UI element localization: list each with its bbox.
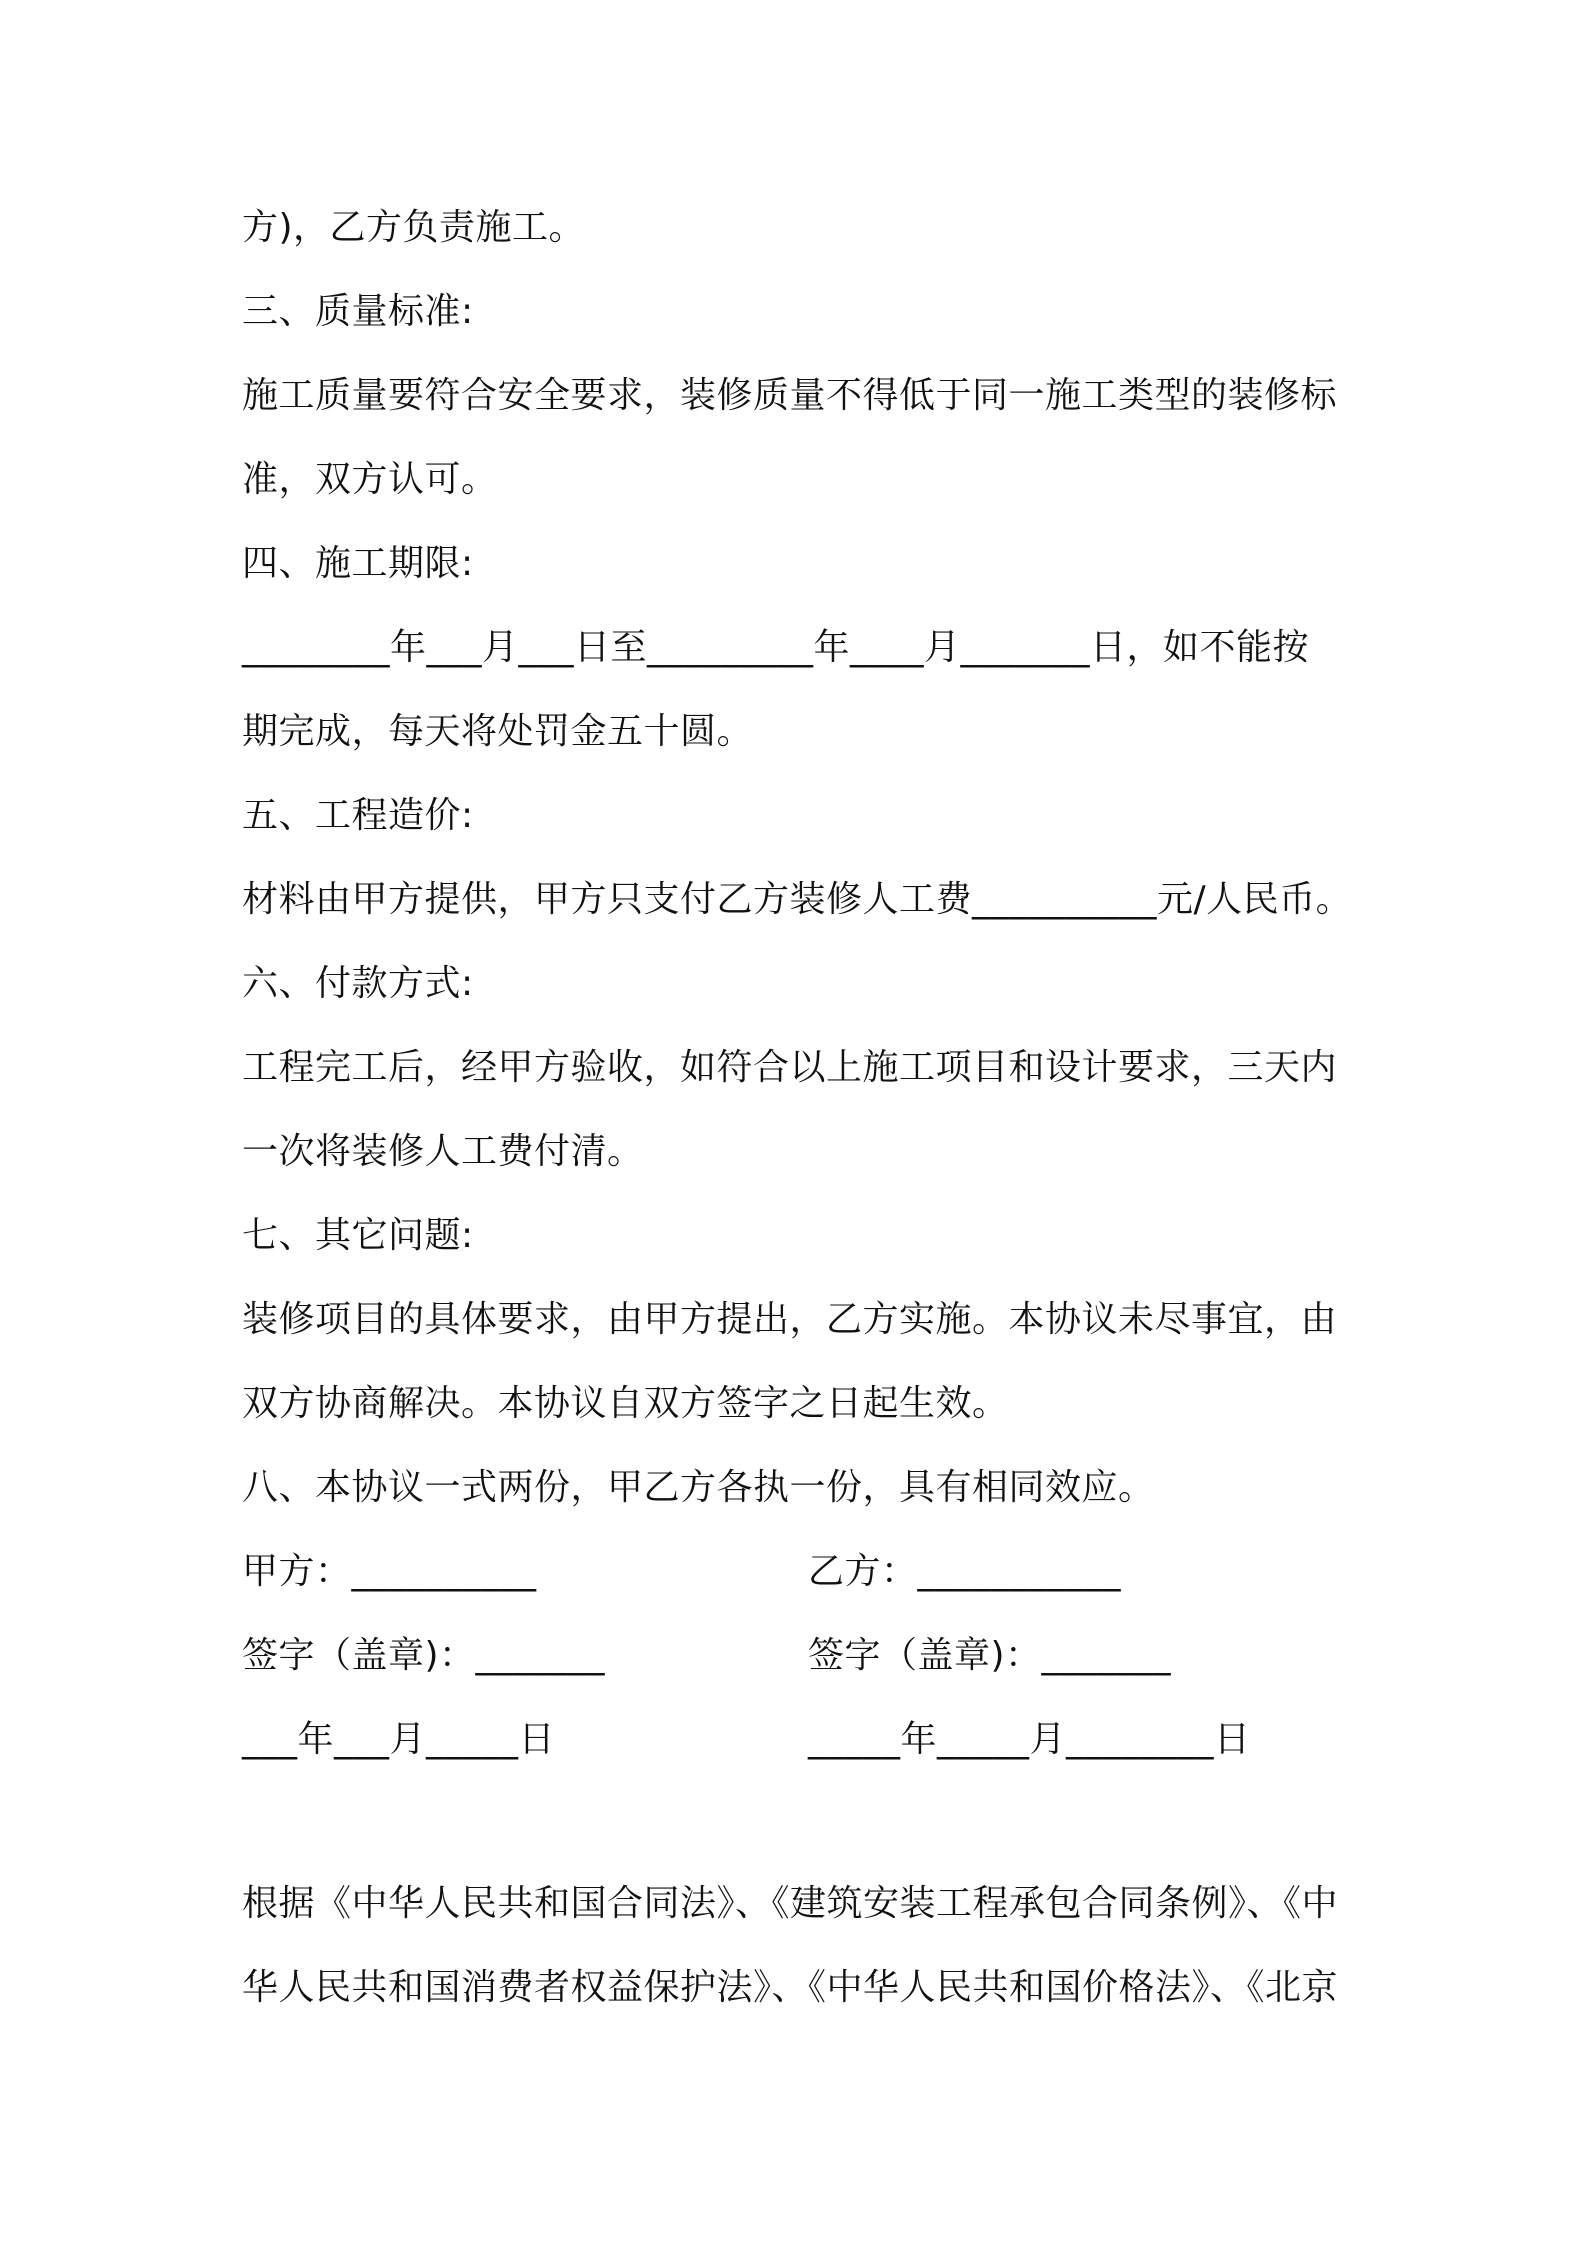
text-line-1: 方)，乙方负责施工。 [242, 207, 586, 248]
text-line-15: 双方协商解决。本协议自双方签字之日起生效。 [242, 1383, 1009, 1424]
section-heading-period: 四、施工期限: [242, 543, 474, 584]
text-line-3: 施工质量要符合安全要求，装修质量不得低于同一施工类型的装修标 [242, 375, 1338, 416]
footer-text-line-2: 华人民共和国消费者权益保护法》、《中华人民共和国价格法》、《北京 [242, 1967, 1339, 2008]
party-b-label: 乙方：___________ [808, 1551, 1122, 1592]
text-line-4: 准，双方认可。 [242, 459, 498, 500]
text-line-12: 一次将装修人工费付清。 [242, 1131, 644, 1172]
party-a-label: 甲方：__________ [242, 1551, 537, 1592]
text-line-11: 工程完工后，经甲方验收，如符合以上施工项目和设计要求，三天内 [242, 1047, 1338, 1088]
section-heading-quality: 三、质量标准: [242, 291, 474, 332]
party-a-date: ___年___月_____日 [242, 1719, 556, 1760]
section-heading-cost: 五、工程造价: [242, 795, 474, 836]
footer-text-line-1: 根据《中华人民共和国合同法》、《建筑安装工程承包合同条例》、《中 [242, 1883, 1339, 1924]
text-line-16: 八、本协议一式两份，甲乙方各执一份，具有相同效应。 [242, 1467, 1155, 1508]
party-a-signature: 签字（盖章)：_______ [242, 1635, 606, 1676]
party-b-signature: 签字（盖章)：_______ [808, 1635, 1172, 1676]
text-line-date-range: ________年___月___日至_________年____月_______日，如不能按 [242, 627, 1310, 668]
text-line-7: 期完成，每天将处罚金五十圆。 [242, 711, 754, 752]
text-line-14: 装修项目的具体要求，由甲方提出，乙方实施。本协议未尽事宜，由 [242, 1299, 1338, 1340]
party-b-date: _____年_____月________日 [808, 1719, 1251, 1760]
section-heading-other: 七、其它问题: [242, 1215, 474, 1256]
text-line-9: 材料由甲方提供，甲方只支付乙方装修人工费__________元/人民币。 [242, 879, 1353, 920]
section-heading-payment: 六、付款方式: [242, 963, 474, 1004]
